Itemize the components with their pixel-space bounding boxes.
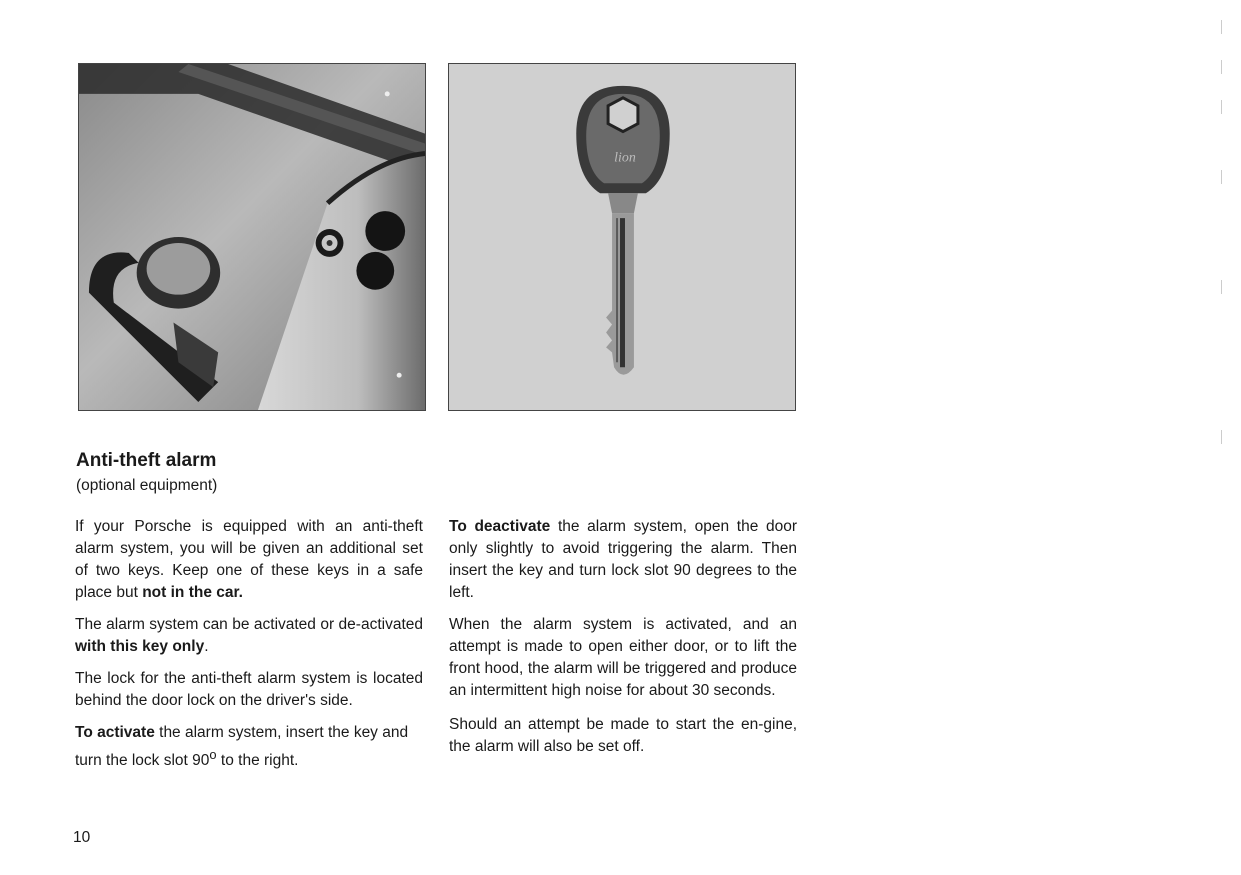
emphasis: with this key only (75, 638, 205, 655)
emphasis: To deactivate (449, 518, 551, 535)
paragraph: The lock for the anti-theft alarm system is located behind the door lock on the driver's side. (75, 670, 423, 709)
scan-edge-marks (1220, 20, 1224, 450)
paragraph: To activate the alarm system, insert the key and turn the lock slot 90$^o$ to the right. (75, 724, 409, 770)
emphasis: not in the car. (142, 584, 243, 601)
car-key-photo-icon (449, 64, 795, 410)
paragraph: Should an attempt be made to start the en-gine, the alarm will also be set off. (449, 716, 797, 755)
right-text-column (449, 516, 797, 768)
door-lock-photo (78, 63, 426, 411)
car-door-lock-photo-icon (79, 64, 425, 410)
paragraph: The alarm system can be activated or de-activated with this key only. (75, 616, 423, 655)
degree-sign: o (209, 747, 217, 762)
emphasis: To activate (75, 724, 155, 741)
paragraph: When the alarm system is activated, and an attempt is made to open either door, or to lift the front hood, the alarm will be triggered and produce an intermittent high noise for about 30 seconds. (449, 616, 797, 699)
key-photo (448, 63, 796, 411)
paragraph: To deactivate the alarm system, open the door only slightly to avoid triggering the alarm. Then insert the key and turn lock slot 90 degrees to the left. (449, 518, 797, 601)
svg-text:lion: lion (614, 150, 636, 166)
left-text-column (75, 516, 423, 782)
page-number: 10 (73, 829, 91, 846)
section-title: Anti-theft alarm (76, 450, 217, 471)
paragraph: If your Porsche is equipped with an anti-theft alarm system, you will be given an additional set of two keys. Keep one of these keys in a safe place but not in the car. (75, 518, 423, 601)
section-subtitle: (optional equipment) (76, 477, 218, 494)
